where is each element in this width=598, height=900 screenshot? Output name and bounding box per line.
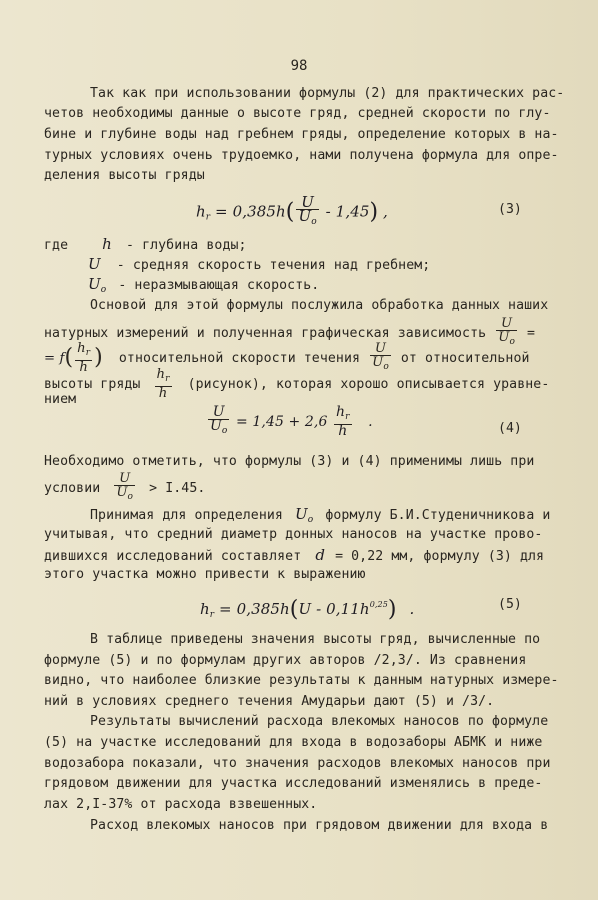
eq5-exponent: 0,25 xyxy=(369,600,388,609)
p4-l1-pre: Принимая для определения xyxy=(90,508,283,523)
equation-3: $h_r = 0,385h$( $\frac{U}{U_o}$ - 1,45) , xyxy=(196,193,388,227)
where-label: где xyxy=(44,238,69,253)
equation-5-number: (5) xyxy=(498,597,522,612)
eq3-lhs: h xyxy=(196,202,206,221)
p4-line-4: этого участка можно привести к выражению xyxy=(44,567,366,582)
eq4-fraction-2 xyxy=(334,406,352,438)
eq4-den: U xyxy=(210,418,222,434)
p1-line-4: турных условиях очень трудоемко, нами получена формула для опре- xyxy=(44,148,559,163)
p6-line-1: Результаты вычислений расхода влекомых наносов по формуле xyxy=(90,714,549,729)
p2-l4-num: h xyxy=(156,367,166,382)
p2-l3-den: h xyxy=(79,360,88,375)
p3-l2-tail: > I.45. xyxy=(149,481,206,496)
where-u0-sub: o xyxy=(100,285,107,295)
p2-l2-sub: o xyxy=(509,337,515,347)
p2-line-5: нием xyxy=(44,392,77,407)
eq4-num2-sub: r xyxy=(345,412,350,422)
p2-l3-num2: U xyxy=(370,342,391,356)
eq4-after: . xyxy=(368,414,373,430)
where-u-symbol: U xyxy=(88,255,101,273)
eq4-den-sub: o xyxy=(221,426,228,436)
eq3-after: , xyxy=(383,202,388,221)
p4-l1-tail: формулу Б.И.Студеничникова и xyxy=(325,508,551,523)
p2-l4-pre: высоты гряды xyxy=(44,377,141,392)
eq5-after: . xyxy=(409,600,415,618)
p4-line-3 xyxy=(44,547,544,565)
equation-5: $h_r = 0,385h(U - 0,11h^{0,25})$ . xyxy=(200,597,415,622)
p2-l3-den2: U xyxy=(372,355,384,370)
eq3-fraction xyxy=(296,193,318,229)
page-number: 98 xyxy=(290,58,308,74)
eq3-coef: = 0,385h xyxy=(215,202,286,221)
eq4-fraction-1 xyxy=(208,406,229,438)
p2-line-2-text: натурных измерений и полученная графическая зависимость xyxy=(44,326,487,341)
p2-line-2-tail: = xyxy=(527,326,536,341)
p3-l2-pre: условии xyxy=(44,481,101,496)
p5-line-3: видно, что наиболее близкие результаты к данным натурных измере- xyxy=(44,673,559,688)
p3-line-1: Необходимо отметить, что формулы (3) и (4) применимы лишь при xyxy=(44,454,535,469)
p2-l2-den: U xyxy=(498,330,510,345)
p4-l1-sub: o xyxy=(307,515,314,525)
p4-l3-tail: = 0,22 мм, формулу (3) для xyxy=(335,549,545,564)
p3-l2-den: U xyxy=(116,485,128,500)
where-u0-symbol: U xyxy=(88,275,101,293)
p6-line-2: (5) на участке исследований для входа в водозаборы АБМК и ниже xyxy=(44,735,543,750)
equation-3-number: (3) xyxy=(498,202,522,217)
p2-l3-num: h xyxy=(77,341,86,356)
p3-line-2 xyxy=(44,472,205,504)
eq5-body: = 0,385h xyxy=(219,600,290,618)
p2-l2-num: U xyxy=(496,317,517,331)
where-line-2 xyxy=(88,256,430,274)
p1-line-5: деления высоты гряды xyxy=(44,168,205,183)
equation-4 xyxy=(206,406,373,438)
eq4-num2: h xyxy=(336,404,346,420)
p4-l1-symbol: U xyxy=(295,505,308,523)
where-u-text: - средняя скорость течения над гребнем; xyxy=(116,258,431,273)
p2-l4-num-sub: r xyxy=(165,374,170,384)
where-u0-text: - неразмывающая скорость. xyxy=(118,278,320,293)
p2-l4-den: h xyxy=(158,386,168,401)
p2-l3-mid: относительной скорости течения xyxy=(118,351,361,366)
eq3-den-sub: o xyxy=(311,217,317,227)
eq5-inner: U - 0,11h xyxy=(298,600,370,618)
p1-line-1: Так как при использовании формулы (2) для практических рас- xyxy=(90,86,565,101)
p7-line-1: Расход влекомых наносов при грядовом движении для входа в xyxy=(90,818,549,833)
eq3-den: U xyxy=(298,207,312,225)
p2-l3-sub2: o xyxy=(383,362,389,372)
where-h-symbol: h xyxy=(102,235,112,253)
p6-line-5: лах 2,I-37% от расхода взвешенных. xyxy=(44,797,318,812)
eq3-lhs-sub: r xyxy=(205,212,211,223)
p2-l3-f: = f xyxy=(44,351,65,366)
p2-line-4 xyxy=(44,368,549,400)
eq4-mid: = 1,45 + 2,6 xyxy=(236,414,328,430)
eq5-lhs: h xyxy=(200,600,210,618)
eq4-num: U xyxy=(208,406,229,420)
equation-4-number: (4) xyxy=(498,421,522,436)
p4-line-1 xyxy=(90,506,550,528)
eq5-lhs-sub: r xyxy=(209,610,215,620)
p6-line-4: грядовом движении для участка исследований изменялись в преде- xyxy=(44,776,543,791)
eq3-tail: - 1,45 xyxy=(325,202,370,221)
eq4-den2: h xyxy=(338,423,348,439)
p3-l2-sub: o xyxy=(127,492,134,502)
p2-line-1: Основой для этой формулы послужила обработка данных наших xyxy=(90,298,549,313)
p2-l3-num-sub: r xyxy=(85,348,91,358)
eq3-num: U xyxy=(296,196,318,210)
p1-line-2: четов необходимы данные о высоте гряд, средней скорости по глу- xyxy=(44,106,551,121)
p3-l2-num: U xyxy=(114,472,135,486)
where-line-3 xyxy=(88,276,319,298)
p5-line-2: формуле (5) и по формулам других авторов /2,3/. Из сравнения xyxy=(44,653,527,668)
p2-l4-tail: (рисунок), которая хорошо описывается уравне- xyxy=(187,377,550,392)
p2-line-3: = f( $\frac{h_r}{h}$ ) относительной скорости течения $\frac{U}{U_o}$ от относительной xyxy=(44,341,530,375)
p2-l3-tail: от относительной xyxy=(400,351,530,366)
p5-line-4: ний в условиях среднего течения Амударьи дают (5) и /3/. xyxy=(44,694,495,709)
where-h-text: - глубина воды; xyxy=(125,238,247,253)
p1-line-3: бине и глубине воды над гребнем гряды, определение которых в на- xyxy=(44,127,559,142)
p3-l2-fraction xyxy=(114,472,135,504)
where-line-1 xyxy=(44,236,247,254)
p6-line-3: водозабора показали, что значения расходов влекомых наносов при xyxy=(44,756,551,771)
p2-l4-fraction xyxy=(155,368,172,400)
p5-line-1: В таблице приведены значения высоты гряд, вычисленные по xyxy=(90,632,541,647)
p4-l3-pre: дившихся исследований составляет xyxy=(44,549,302,564)
p4-line-2: учитывая, что средний диаметр донных наносов на участке прово- xyxy=(44,527,543,542)
p4-l3-symbol: d xyxy=(315,546,326,564)
